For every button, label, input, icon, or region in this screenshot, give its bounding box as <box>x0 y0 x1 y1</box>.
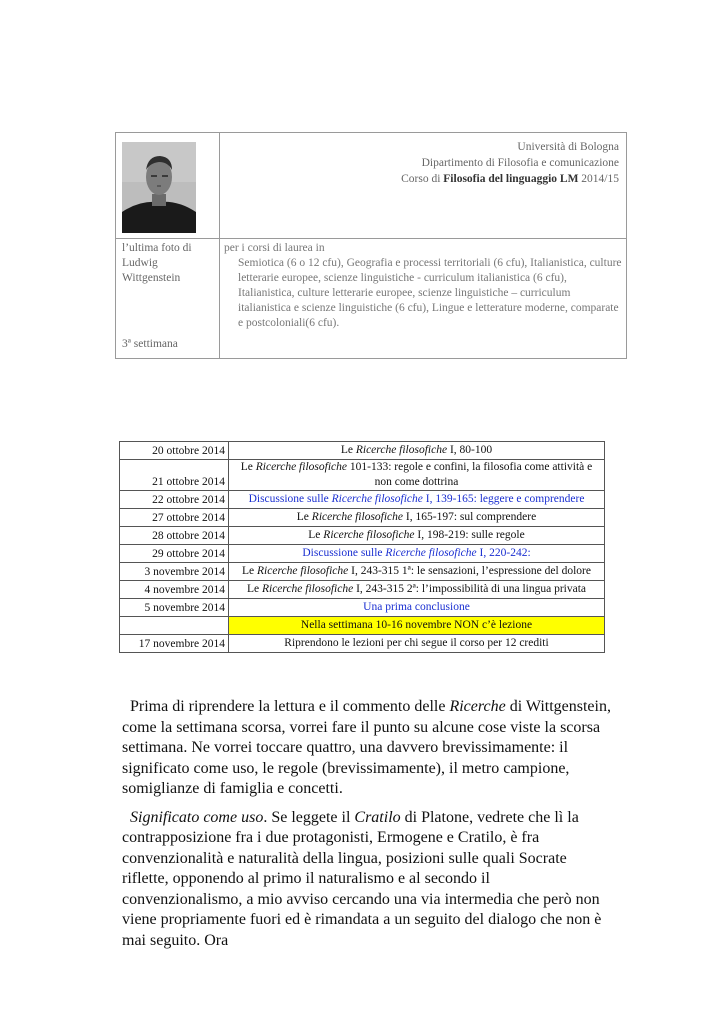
schedule-date: 21 ottobre 2014 <box>120 460 229 491</box>
no-lesson-notice: Nella settimana 10-16 novembre NON c’è lezione <box>229 617 605 635</box>
header-divider-vertical <box>219 133 220 358</box>
week-label: 3ª settimana <box>122 338 178 350</box>
topic-text: Le <box>340 444 356 456</box>
topic-title: Ricerche filosofiche <box>385 547 477 559</box>
schedule-date: 20 ottobre 2014 <box>120 442 229 460</box>
schedule-date: 4 novembre 2014 <box>120 581 229 599</box>
table-row <box>120 635 605 653</box>
schedule-topic <box>229 509 605 527</box>
paragraph-italic: Significato come uso <box>130 808 264 826</box>
course-name: Filosofia del linguaggio LM <box>443 173 579 185</box>
topic-text: Le <box>296 511 312 523</box>
course-line <box>401 171 619 187</box>
topic-title: Ricerche filosofiche <box>311 511 404 523</box>
topic-text: I, 220-242: <box>476 547 531 559</box>
header-divider-horizontal <box>116 238 626 239</box>
header-box <box>115 132 627 359</box>
topic-text: Le <box>308 529 324 541</box>
topic-title: Ricerche filosofiche <box>255 461 347 473</box>
topic-text: Le <box>242 565 258 577</box>
schedule-topic <box>229 581 605 599</box>
topic-title: Ricerche filosofiche <box>261 583 354 595</box>
paragraph-text: . Se leggete il <box>263 808 355 826</box>
photo-caption: l’ultima foto di Ludwig Wittgenstein <box>122 242 192 284</box>
paragraph-text: Prima di riprendere la lettura e il commento delle <box>130 698 450 715</box>
schedule-date: 3 novembre 2014 <box>120 563 229 581</box>
schedule-topic <box>229 563 605 581</box>
table-row <box>120 563 605 581</box>
department-name: Dipartimento di Filosofia e comunicazione <box>421 157 619 169</box>
topic-text: Discussione sulle <box>248 493 332 505</box>
paragraph <box>122 697 612 800</box>
topic-text: I, 80-100 <box>447 444 493 456</box>
paragraph <box>122 808 612 952</box>
courses-block <box>224 241 624 331</box>
table-row <box>120 509 605 527</box>
table-row <box>120 599 605 617</box>
topic-text: 101-133: regole e confini, la filosofia come attività e non come dottrina <box>346 461 593 488</box>
paragraph-text: di Platone, vedrete che lì la contrapposizione fra i due protagonisti, Ermogene e Cratilo, è fra convenzionalità e naturalità della lingua, posizioni sulle quali Socrate riflette, opponendo al primo il naturalismo e al secondo il convenzionalismo, a mio avviso cercando una via intermedia che però non viene propriamente fuori ed è rimandata a un seguito del dialogo che non è mai seguito. Ora <box>122 808 602 949</box>
topic-title: Ricerche filosofiche <box>323 529 415 541</box>
topic-title: Ricerche filosofiche <box>355 444 448 456</box>
table-row <box>120 527 605 545</box>
table-row <box>120 491 605 509</box>
schedule-topic <box>229 545 605 563</box>
course-year: 2014/15 <box>581 173 619 185</box>
schedule-topic <box>229 527 605 545</box>
topic-text: Discussione sulle <box>302 547 386 559</box>
topic-text: I, 165-197: sul comprendere <box>403 511 537 523</box>
schedule-topic: Una prima conclusione <box>229 599 605 617</box>
schedule-table <box>119 441 605 653</box>
schedule-topic <box>229 491 605 509</box>
table-row <box>120 442 605 460</box>
course-prefix: Corso di <box>401 173 441 185</box>
topic-title: Ricerche filosofiche <box>331 493 423 505</box>
courses-list: Semiotica (6 o 12 cfu), Geografia e processi territoriali (6 cfu), Italianistica, culture letterarie europee, scienze linguistiche - curriculum italianistica (6 cfu), Italianistica, culture letterarie europee, scienze linguistiche – curriculum italianistica e scienze linguistiche (6 cfu), Lingue e letterature moderne, comparate e postcoloniali(6 cfu). <box>238 257 622 329</box>
schedule-date: 27 ottobre 2014 <box>120 509 229 527</box>
wittgenstein-photo <box>122 142 196 233</box>
body-text <box>122 697 612 959</box>
institution-block <box>401 139 619 187</box>
schedule-date: 5 novembre 2014 <box>120 599 229 617</box>
topic-text: I, 243-315 1ª: le sensazioni, l’espressione del dolore <box>348 565 591 577</box>
topic-text: I, 243-315 2ª: l’impossibilità di una lingua privata <box>353 583 587 595</box>
table-row <box>120 545 605 563</box>
schedule-date: 22 ottobre 2014 <box>120 491 229 509</box>
paragraph-italic: Cratilo <box>354 808 401 826</box>
university-name: Università di Bologna <box>517 141 619 153</box>
topic-text: I, 139-165: leggere e comprendere <box>422 493 585 505</box>
schedule-date: 28 ottobre 2014 <box>120 527 229 545</box>
schedule-topic <box>229 460 605 491</box>
schedule-date <box>120 617 229 635</box>
table-row <box>120 460 605 491</box>
topic-text: Le <box>240 461 256 473</box>
table-row <box>120 617 605 635</box>
schedule-topic: Riprendono le lezioni per chi segue il corso per 12 crediti <box>229 635 605 653</box>
paragraph-text: di Wittgenstein, come la settimana scorsa, vorrei fare il punto su alcune cose viste la scorsa settimana. Ne vorrei toccare quattro, una davvero brevissimamente: il significato come uso, le regole (brevissimamente), il metro campione, somiglianze di famiglia e concetti. <box>122 698 611 797</box>
courses-intro: per i corsi di laurea in <box>224 242 325 254</box>
schedule-date: 29 ottobre 2014 <box>120 545 229 563</box>
table-row <box>120 581 605 599</box>
topic-text: Le <box>246 583 262 595</box>
schedule-date: 17 novembre 2014 <box>120 635 229 653</box>
topic-title: Ricerche filosofiche <box>257 565 349 577</box>
schedule-topic <box>229 442 605 460</box>
topic-text: I, 198-219: sulle regole <box>414 529 525 541</box>
paragraph-italic: Ricerche <box>449 698 506 715</box>
